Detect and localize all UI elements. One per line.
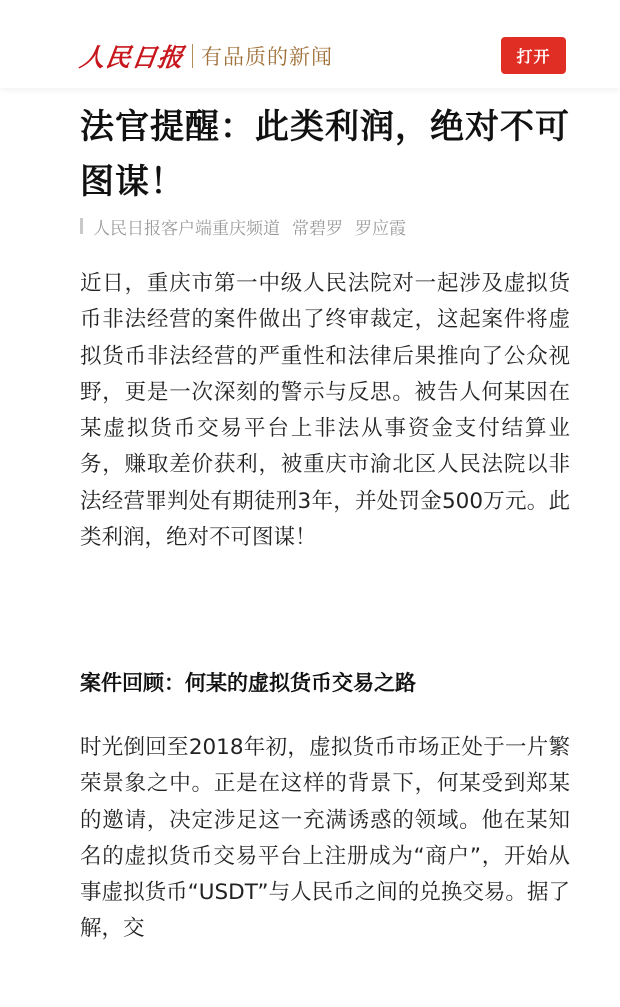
app-header [0, 0, 620, 88]
source-marker [80, 218, 83, 234]
article-subheading: 案件回顾：何某的虚拟货币交易之路 [80, 671, 416, 695]
brand-divider [192, 44, 193, 68]
source-author-2: 罗应霞 [355, 218, 406, 239]
article-source [80, 214, 406, 238]
source-outlet: 人民日报客户端重庆频道 [93, 218, 280, 239]
open-app-button[interactable]: 打开 [501, 37, 566, 74]
article-paragraph-1: 近日，重庆市第一中级人民法院对一起涉及虚拟货币非法经营的案件做出了终审裁定，这起案件将虚拟货币非法经营的严重性和法律后果推向了公众视野，更是一次深刻的警示与反思。被告人何某因在某虚拟货币交易平台上非法从事资金支付结算业务，赚取差价获利，被重庆市渝北区人民法院以非法经营罪判处有期徒刑3年，并处罚金500万元。此类利润，绝对不可图谋！ [80, 271, 570, 551]
article-title: 法官提醒：此类利润，绝对不可图谋！ [80, 107, 570, 202]
source-author-1: 常碧罗 [292, 218, 343, 239]
bottom-fade [0, 985, 620, 1007]
brand-slogan: 有品质的新闻 [201, 45, 334, 69]
people-daily-logo: 人民日报 [77, 43, 186, 72]
brand[interactable] [77, 36, 334, 76]
article-paragraph-2: 时光倒回至2018年初，虚拟货币市场正处于一片繁荣景象之中。正是在这样的背景下，何某受到郑某的邀请，决定涉足这一充满诱惑的领域。他在某知名的虚拟货币交易平台上注册成为“商户”，开始从事虚拟货币“USDT”与人民币之间的兑换交易。据了解，交 [80, 735, 570, 942]
source-text [93, 214, 406, 239]
